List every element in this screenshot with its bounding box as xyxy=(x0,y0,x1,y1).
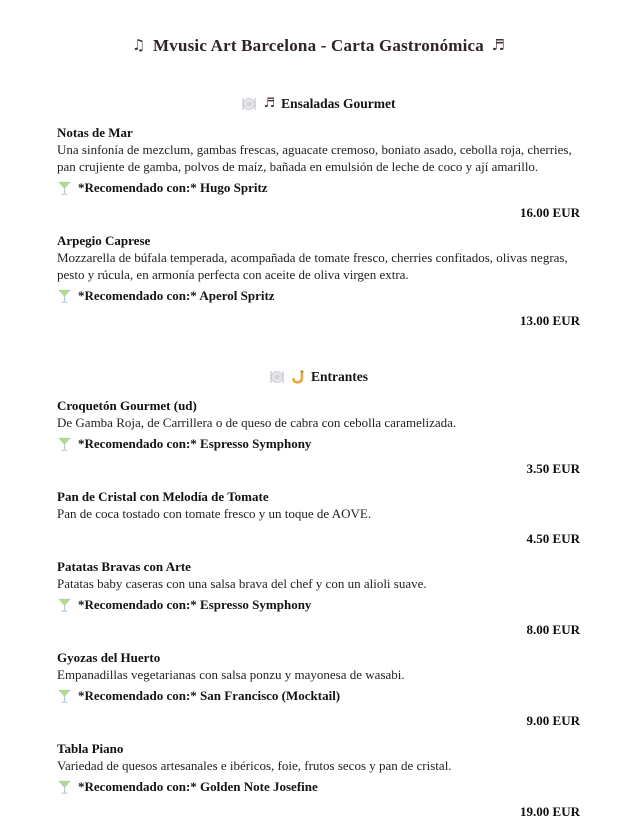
plate-with-cutlery-icon xyxy=(241,97,257,111)
item-price: 16.00 EUR xyxy=(520,205,580,220)
item-price: 8.00 EUR xyxy=(526,622,580,637)
menu-item xyxy=(57,488,580,547)
item-price: 9.00 EUR xyxy=(526,713,580,728)
page-title-text: Mvusic Art Barcelona - Carta Gastronómica xyxy=(153,36,484,55)
item-recommendation xyxy=(57,687,580,704)
item-name: Patatas Bravas con Arte xyxy=(57,559,191,574)
item-description: Mozzarella de búfala temperada, acompañada de tomate fresco, cherries confitados, olivas negras, pesto y rúcula, en armonía perfecta con aceite de oliva virgen extra. xyxy=(57,250,568,282)
menu-item xyxy=(57,649,580,729)
item-recommendation-text: *Recomendado con:* San Francisco (Mocktail) xyxy=(78,688,341,703)
item-description: Empanadillas vegetarianas con salsa ponzu y mayonesa de wasabi. xyxy=(57,667,405,682)
item-description: De Gamba Roja, de Carrillera o de queso de cabra con cebolla caramelizada. xyxy=(57,415,457,430)
item-recommendation-text: *Recomendado con:* Hugo Spritz xyxy=(78,180,268,195)
menu-item xyxy=(57,397,580,477)
item-description: Variedad de quesos artesanales e ibéricos, foie, frutos secos y pan de cristal. xyxy=(57,758,452,773)
saxophone-icon xyxy=(291,370,305,384)
item-recommendation-text: *Recomendado con:* Espresso Symphony xyxy=(78,597,312,612)
section-header xyxy=(57,96,580,112)
menu-item xyxy=(57,232,580,329)
menu-item xyxy=(57,558,580,638)
item-name: Gyozas del Huerto xyxy=(57,650,161,665)
item-recommendation xyxy=(57,778,580,795)
item-recommendation xyxy=(57,287,580,304)
item-description: Una sinfonía de mezclum, gambas frescas, aguacate cremoso, boniato asado, cebolla roja, cherries, pan crujiente de gamba, polvos de maíz, bañada en emulsión de leche de coco y ají amarillo. xyxy=(57,142,572,174)
section-entrantes xyxy=(57,369,580,820)
item-name: Notas de Mar xyxy=(57,125,133,140)
item-description: Patatas baby caseras con una salsa brava del chef y con un alioli suave. xyxy=(57,576,427,591)
item-recommendation-text: *Recomendado con:* Golden Note Josefine xyxy=(78,779,318,794)
cocktail-glass-icon xyxy=(58,436,71,452)
beamed-music-notes-icon: ♫ xyxy=(131,36,146,54)
section-title: Entrantes xyxy=(311,369,368,384)
item-recommendation xyxy=(57,596,580,613)
menu-item xyxy=(57,740,580,820)
item-description: Pan de coca tostado con tomate fresco y un toque de AOVE. xyxy=(57,506,372,521)
menu-item xyxy=(57,124,580,221)
cocktail-glass-icon xyxy=(58,597,71,613)
cocktail-glass-icon xyxy=(58,779,71,795)
multiple-music-notes-icon: ♬ xyxy=(491,36,506,54)
item-name: Arpegio Caprese xyxy=(57,233,151,248)
item-price: 4.50 EUR xyxy=(526,531,580,546)
multiple-music-notes-icon: ♬ xyxy=(263,95,276,111)
item-recommendation xyxy=(57,179,580,196)
cocktail-glass-icon xyxy=(58,288,71,304)
cocktail-glass-icon xyxy=(58,688,71,704)
item-recommendation-text: *Recomendado con:* Aperol Spritz xyxy=(78,288,275,303)
item-recommendation xyxy=(57,435,580,452)
item-price: 19.00 EUR xyxy=(520,804,580,819)
cocktail-glass-icon xyxy=(58,180,71,196)
item-name: Tabla Piano xyxy=(57,741,124,756)
item-name: Pan de Cristal con Melodía de Tomate xyxy=(57,489,269,504)
item-price: 13.00 EUR xyxy=(520,313,580,328)
item-name: Croquetón Gourmet (ud) xyxy=(57,398,197,413)
plate-with-cutlery-icon xyxy=(269,370,285,384)
section-title: Ensaladas Gourmet xyxy=(281,96,396,111)
page-title xyxy=(57,36,580,56)
item-price: 3.50 EUR xyxy=(526,461,580,476)
section-ensaladas-gourmet xyxy=(57,96,580,329)
item-recommendation-text: *Recomendado con:* Espresso Symphony xyxy=(78,436,312,451)
section-header xyxy=(57,369,580,385)
